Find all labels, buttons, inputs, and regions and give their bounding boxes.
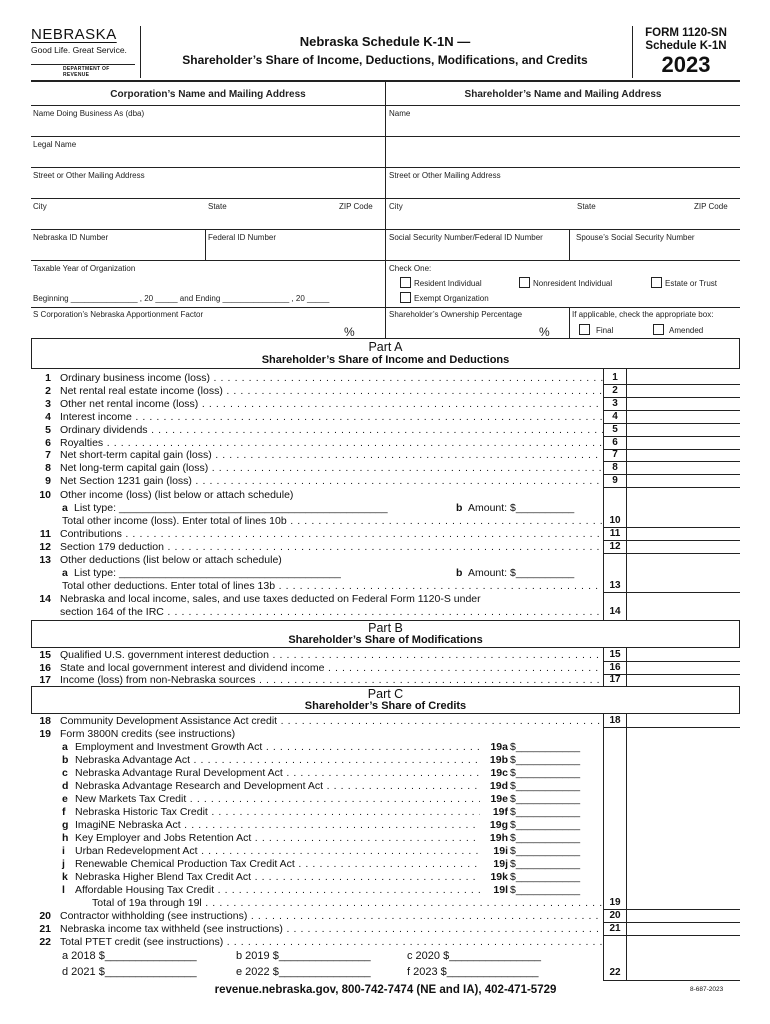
line-number: 15 bbox=[39, 649, 51, 661]
line-text: Total other income (loss). Enter total of lines 10b . . . bbox=[62, 515, 603, 527]
credit-amount-field[interactable]: $___________ bbox=[510, 780, 581, 792]
line-text: Total PTET credit (see instructions) . . . bbox=[60, 936, 603, 948]
line-8 bbox=[31, 462, 603, 474]
line-17 bbox=[31, 674, 603, 686]
line-box-label: 1 bbox=[612, 372, 618, 383]
line-sub-letter: b bbox=[62, 754, 69, 766]
corp-zip-label: ZIP Code bbox=[339, 202, 373, 211]
part-c-title: Part C bbox=[367, 687, 404, 701]
page-title bbox=[140, 34, 630, 67]
line-16 bbox=[31, 662, 603, 674]
share-heading: Shareholder’s Name and Mailing Address bbox=[464, 89, 662, 100]
credit-amount-field[interactable]: $___________ bbox=[510, 858, 581, 870]
line-19-total bbox=[31, 897, 603, 909]
line-10a-list[interactable]: List type: ______________________________________________ bbox=[74, 502, 388, 514]
line-text: Section 179 deduction . . . bbox=[60, 541, 603, 553]
line-14-cont bbox=[31, 606, 603, 618]
line-number: 7 bbox=[45, 449, 51, 462]
line-text: Nebraska income tax withheld (see instructions) . . . bbox=[60, 923, 603, 935]
line-number: 10 bbox=[39, 489, 51, 501]
line-number: 3 bbox=[45, 397, 51, 410]
ptet-2023[interactable]: f 2023 $_______________ bbox=[407, 966, 539, 978]
line-sub-letter: g bbox=[62, 819, 69, 831]
schedule-name: Schedule K-1N bbox=[645, 40, 727, 52]
line-code: 19d bbox=[489, 780, 508, 792]
line-number: 8 bbox=[45, 462, 51, 475]
final-checkbox[interactable] bbox=[579, 324, 590, 335]
line-number: 5 bbox=[45, 423, 51, 436]
line-text: Net rental real estate income (loss) . . . bbox=[60, 385, 603, 397]
check-one-label: Check One: bbox=[389, 264, 432, 273]
exempt-org-label: Exempt Organization bbox=[414, 294, 489, 303]
line-sub-letter: b bbox=[456, 567, 463, 579]
line-code: 19g bbox=[489, 819, 508, 831]
nonresident-label: Nonresident Individual bbox=[533, 279, 613, 288]
line-19l bbox=[31, 884, 603, 896]
estate-trust-label: Estate or Trust bbox=[665, 279, 718, 288]
line-box-label: 4 bbox=[612, 410, 618, 422]
credit-amount-field[interactable]: $___________ bbox=[510, 884, 581, 896]
line-box-label: 11 bbox=[609, 528, 621, 539]
line-text: Nebraska and local income, sales, and use taxes deducted on Federal Form 1120-S under bbox=[60, 593, 481, 605]
line-number: 17 bbox=[39, 674, 51, 686]
line-sub-letter: j bbox=[62, 858, 65, 870]
line-box-label: 13 bbox=[609, 580, 621, 591]
part-b-header bbox=[31, 620, 740, 648]
credit-amount-field[interactable]: $___________ bbox=[510, 806, 581, 818]
line-text: Contributions . . . bbox=[60, 528, 603, 540]
amended-label: Amended bbox=[669, 326, 704, 335]
corp-tax-year-label: Taxable Year of Organization bbox=[33, 264, 136, 273]
credit-amount-field[interactable]: $___________ bbox=[510, 793, 581, 805]
line-box-label: 2 bbox=[612, 384, 618, 396]
share-ssn-label: Social Security Number/Federal ID Number bbox=[389, 233, 543, 242]
ptet-2021[interactable]: d 2021 $_______________ bbox=[62, 966, 197, 978]
corp-state-label: State bbox=[208, 202, 227, 211]
line-sub-letter: a bbox=[62, 567, 68, 579]
line-text: Interest income . . . bbox=[60, 411, 603, 423]
credit-amount-field[interactable]: $___________ bbox=[510, 754, 581, 766]
line-sub-letter: k bbox=[62, 871, 68, 883]
line-11 bbox=[31, 528, 603, 540]
line-text: Community Development Assistance Act credit . . . bbox=[60, 715, 603, 727]
line-text: Ordinary dividends . . . bbox=[60, 424, 603, 436]
line-19e bbox=[31, 793, 603, 805]
corp-dba-label: Name Doing Business As (dba) bbox=[33, 109, 145, 118]
line-1 bbox=[31, 372, 603, 384]
line-sub-letter: a bbox=[62, 502, 68, 514]
credit-amount-field[interactable]: $___________ bbox=[510, 767, 581, 779]
line-number: 16 bbox=[39, 661, 51, 674]
line-number: 19 bbox=[39, 728, 51, 740]
share-state-label: State bbox=[577, 202, 596, 211]
line-sub-letter: b bbox=[456, 502, 463, 514]
line-6 bbox=[31, 437, 603, 449]
part-a-header bbox=[31, 338, 740, 369]
line-text: Net long-term capital gain (loss) . . . bbox=[60, 462, 603, 474]
title-line-1: Nebraska Schedule K-1N — bbox=[299, 34, 471, 49]
footer-form-code: 8-687-2023 bbox=[690, 986, 724, 993]
line-19i bbox=[31, 845, 603, 857]
line-code: 19l bbox=[493, 884, 508, 896]
line-code: 19b bbox=[489, 754, 508, 766]
line-sub-letter: h bbox=[62, 832, 69, 844]
exempt-org-checkbox[interactable] bbox=[400, 292, 411, 303]
part-b-subtitle: Shareholder’s Share of Modifications bbox=[288, 634, 483, 646]
tax-year: 2023 bbox=[661, 52, 711, 77]
line-number: 20 bbox=[39, 910, 51, 922]
line-box-label: 5 bbox=[612, 423, 618, 435]
line-10a bbox=[31, 502, 603, 514]
line-number: 4 bbox=[45, 410, 51, 423]
line-text: Nebraska Historic Tax Credit . . . bbox=[75, 806, 480, 818]
line-19a bbox=[31, 741, 603, 753]
form-id bbox=[632, 27, 740, 78]
line-box-label: 12 bbox=[609, 541, 621, 552]
line-19g bbox=[31, 819, 603, 831]
line-19k bbox=[31, 871, 603, 883]
amended-checkbox[interactable] bbox=[653, 324, 664, 335]
line-box-label: 14 bbox=[609, 606, 621, 617]
line-10 bbox=[31, 489, 603, 501]
line-22 bbox=[31, 936, 603, 948]
corp-apportion-label: S Corporation’s Nebraska Apportionment Factor bbox=[33, 310, 204, 319]
corp-ne-id-label: Nebraska ID Number bbox=[33, 233, 109, 242]
line-sub-letter: c bbox=[62, 767, 68, 779]
line-text: Other net rental income (loss) . . . bbox=[60, 398, 603, 410]
line-text: Employment and Investment Growth Act . . . bbox=[75, 741, 480, 753]
line-sub-letter: i bbox=[62, 845, 65, 857]
line-text: Net Section 1231 gain (loss) . . . bbox=[60, 475, 603, 487]
line-box-label: 8 bbox=[612, 462, 618, 474]
ptet-2018[interactable]: a 2018 $_______________ bbox=[62, 950, 197, 962]
line-code: 19f bbox=[492, 806, 508, 818]
line-text: ImagiNE Nebraska Act . . . bbox=[75, 819, 480, 831]
line-text: Income (loss) from non-Nebraska sources . . . bbox=[60, 674, 603, 686]
line-box-label: 19 bbox=[609, 897, 621, 908]
line-4 bbox=[31, 411, 603, 423]
line-number: 18 bbox=[39, 715, 51, 727]
line-7 bbox=[31, 449, 603, 461]
line-number: 2 bbox=[45, 384, 51, 397]
ptet-2020[interactable]: c 2020 $_______________ bbox=[407, 950, 541, 962]
line-box-label: 10 bbox=[609, 515, 621, 526]
part-c-header bbox=[31, 686, 740, 714]
line-text: section 164 of the IRC . . . bbox=[60, 606, 603, 618]
share-city-label: City bbox=[389, 202, 403, 211]
resident-checkbox[interactable] bbox=[400, 277, 411, 288]
line-text: Contractor withholding (see instructions) . . . bbox=[60, 910, 603, 922]
line-number: 14 bbox=[39, 593, 51, 605]
nonresident-checkbox[interactable] bbox=[519, 277, 530, 288]
line-box-label: 18 bbox=[609, 715, 621, 726]
line-text: Total of 19a through 19l . . . bbox=[92, 897, 603, 909]
line-5 bbox=[31, 424, 603, 436]
line-sub-letter: a bbox=[62, 741, 68, 753]
line-text: Affordable Housing Tax Credit . . . bbox=[75, 884, 480, 896]
credit-amount-field[interactable]: $___________ bbox=[510, 832, 581, 844]
line-19b bbox=[31, 754, 603, 766]
line-text: Net short-term capital gain (loss) . . . bbox=[60, 449, 603, 461]
corp-legal-name-label: Legal Name bbox=[33, 140, 77, 149]
share-ownership-label: Shareholder’s Ownership Percentage bbox=[389, 310, 523, 319]
line-13a-list[interactable]: List type: ______________________________________ bbox=[74, 567, 341, 579]
share-name-label: Name bbox=[389, 109, 411, 118]
if-applicable-label: If applicable, check the appropriate box: bbox=[572, 310, 714, 319]
form-number: FORM 1120-SN bbox=[645, 27, 727, 39]
line-code: 19k bbox=[490, 871, 508, 883]
line-sub-letter: e bbox=[62, 793, 68, 805]
corp-beginning-ending[interactable]: Beginning _______________ , 20 _____ and Ending _______________ , 20 _____ bbox=[33, 294, 330, 303]
ptet-2022[interactable]: e 2022 $_______________ bbox=[236, 966, 371, 978]
line-box-label: 15 bbox=[609, 649, 621, 660]
corp-fed-id-label: Federal ID Number bbox=[208, 233, 277, 242]
share-spouse-ssn-label: Spouse’s Social Security Number bbox=[576, 233, 695, 242]
line-12 bbox=[31, 541, 603, 553]
line-text: Nebraska Advantage Act . . . bbox=[75, 754, 480, 766]
line-number: 21 bbox=[39, 923, 51, 935]
line-number: 11 bbox=[39, 528, 51, 540]
line-box-label: 9 bbox=[612, 475, 618, 487]
line-number: 13 bbox=[39, 554, 51, 566]
line-text: Key Employer and Jobs Retention Act . . . bbox=[75, 832, 480, 844]
line-sub-letter: d bbox=[62, 780, 69, 792]
line-code: 19a bbox=[490, 741, 508, 753]
line-13a bbox=[31, 567, 603, 579]
line-box-label: 22 bbox=[609, 967, 621, 978]
line-number: 6 bbox=[45, 436, 51, 449]
line-number: 12 bbox=[39, 541, 51, 553]
line-text: Royalties . . . bbox=[60, 437, 603, 449]
share-street-label: Street or Other Mailing Address bbox=[389, 171, 501, 180]
line-text: State and local government interest and dividend income . . . bbox=[60, 662, 603, 674]
line-box-label: 7 bbox=[612, 449, 618, 461]
line-9 bbox=[31, 475, 603, 487]
line-code: 19e bbox=[490, 793, 508, 805]
line-3 bbox=[31, 398, 603, 410]
line-box-label: 16 bbox=[609, 661, 621, 673]
line-2 bbox=[31, 385, 603, 397]
line-19 bbox=[31, 728, 603, 740]
resident-label: Resident Individual bbox=[414, 279, 482, 288]
credit-amount-field[interactable]: $___________ bbox=[510, 871, 581, 883]
line-box-label: 6 bbox=[612, 436, 618, 448]
line-box-label: 3 bbox=[612, 397, 618, 409]
estate-trust-checkbox[interactable] bbox=[651, 277, 662, 288]
line-text: Urban Redevelopment Act . . . bbox=[75, 845, 480, 857]
line-code: 19c bbox=[490, 767, 508, 779]
line-text: Ordinary business income (loss) . . . bbox=[60, 372, 603, 384]
logo-name: NEBRASKA bbox=[31, 26, 117, 43]
corp-street-label: Street or Other Mailing Address bbox=[33, 171, 145, 180]
line-19f bbox=[31, 806, 603, 818]
line-21 bbox=[31, 923, 603, 935]
corp-heading: Corporation’s Name and Mailing Address bbox=[110, 89, 306, 100]
line-15 bbox=[31, 649, 603, 661]
line-14 bbox=[31, 593, 603, 605]
logo-dept: DEPARTMENT OF REVENUE bbox=[63, 66, 110, 78]
part-c-subtitle: Shareholder’s Share of Credits bbox=[304, 700, 467, 712]
part-b-title: Part B bbox=[368, 621, 403, 635]
line-text: Form 3800N credits (see instructions) bbox=[60, 728, 236, 740]
corp-city-label: City bbox=[33, 202, 47, 211]
line-13 bbox=[31, 554, 603, 566]
line-sub-letter: f bbox=[62, 806, 66, 818]
line-19c bbox=[31, 767, 603, 779]
line-text: Nebraska Advantage Rural Development Act . . . bbox=[75, 767, 480, 779]
line-text: Renewable Chemical Production Tax Credit Act . . . bbox=[75, 858, 480, 870]
line-20 bbox=[31, 910, 603, 922]
line-13b-amount[interactable]: Amount: $__________ bbox=[468, 567, 575, 579]
line-box-label: 20 bbox=[609, 910, 621, 921]
part-a-subtitle: Shareholder’s Share of Income and Deductions bbox=[261, 354, 510, 366]
line-box-label: 21 bbox=[609, 923, 621, 934]
line-text: New Markets Tax Credit . . . bbox=[75, 793, 480, 805]
credit-amount-field[interactable]: $___________ bbox=[510, 819, 581, 831]
line-19h bbox=[31, 832, 603, 844]
line-code: 19h bbox=[489, 832, 508, 844]
corp-apportion-pct: % bbox=[344, 325, 355, 339]
line-19j bbox=[31, 858, 603, 870]
line-text: Nebraska Advantage Research and Development Act . . . bbox=[75, 780, 480, 792]
line-sub-letter: l bbox=[62, 884, 65, 896]
line-19d bbox=[31, 780, 603, 792]
final-label: Final bbox=[596, 326, 614, 335]
line-text: Other deductions (list below or attach schedule) bbox=[60, 554, 282, 566]
logo bbox=[31, 26, 135, 76]
credit-amount-field[interactable]: $___________ bbox=[510, 741, 581, 753]
share-zip-label: ZIP Code bbox=[694, 202, 728, 211]
ptet-2019[interactable]: b 2019 $_______________ bbox=[236, 950, 371, 962]
line-text: Qualified U.S. government interest deduction . . . bbox=[60, 649, 603, 661]
part-a-title: Part A bbox=[368, 340, 403, 354]
line-10-total bbox=[31, 515, 603, 527]
line-13-total bbox=[31, 580, 603, 592]
footer-contact: revenue.nebraska.gov, 800-742-7474 (NE and IA), 402-471-5729 bbox=[214, 984, 557, 996]
line-box-label: 17 bbox=[609, 674, 621, 685]
line-text: Other income (loss) (list below or attach schedule) bbox=[60, 489, 294, 501]
line-18 bbox=[31, 715, 603, 727]
line-number: 22 bbox=[39, 936, 51, 948]
line-code: 19j bbox=[493, 858, 508, 870]
line-number: 9 bbox=[45, 475, 51, 488]
share-ownership-pct: % bbox=[539, 325, 550, 339]
line-10b-amount[interactable]: Amount: $__________ bbox=[468, 502, 575, 514]
line-text: Total other deductions. Enter total of lines 13b . . . bbox=[62, 580, 603, 592]
line-number: 1 bbox=[45, 372, 51, 384]
logo-tagline: Good Life. Great Service. bbox=[31, 45, 127, 55]
title-line-2: Shareholder’s Share of Income, Deductions, Modifications, and Credits bbox=[182, 53, 588, 67]
line-text: Nebraska Higher Blend Tax Credit Act . . . bbox=[75, 871, 480, 883]
credit-amount-field[interactable]: $___________ bbox=[510, 845, 581, 857]
line-code: 19i bbox=[493, 845, 508, 857]
